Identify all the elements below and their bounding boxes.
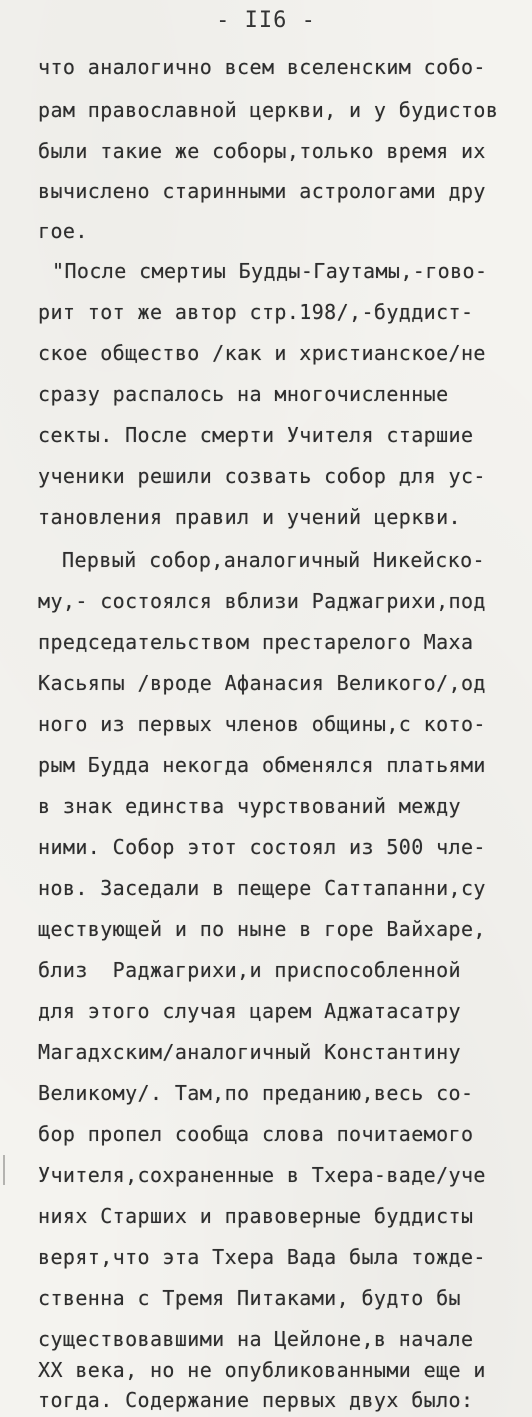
page-number: - II6 - bbox=[216, 8, 316, 33]
text-line: ученики решили созвать собор для ус- bbox=[38, 464, 486, 488]
text-line: верят,что эта Тхера Вада была тожде- bbox=[38, 1245, 486, 1269]
text-line: тогда. Содержание первых двух было: bbox=[38, 1388, 474, 1412]
text-line: XX века, но не опубликованными еще и bbox=[38, 1358, 486, 1382]
text-line: ними. Собор этот состоял из 500 чле- bbox=[38, 835, 486, 859]
text-line: Касьяпы /вроде Афанасия Великого/,од bbox=[38, 671, 486, 695]
text-line: нов. Заседали в пещере Саттапанни,су bbox=[38, 876, 486, 900]
text-line: в знак единства чурствований между bbox=[38, 794, 461, 818]
text-line: бор пропел сообща слова почитаемого bbox=[38, 1122, 474, 1146]
text-line: близ Раджагрихи,и приспособленной bbox=[38, 958, 461, 982]
text-line: ществующей и по ныне в горе Вайхаре, bbox=[38, 917, 486, 941]
text-line: гое. bbox=[38, 219, 88, 243]
text-line: вычислено старинными астрологами дру bbox=[38, 179, 486, 203]
text-line: ственна с Тремя Питаками, будто бы bbox=[38, 1286, 461, 1310]
text-line: тановления правил и учений церкви. bbox=[38, 505, 461, 529]
text-line: Первый собор,аналогичный Никейско- bbox=[62, 548, 485, 572]
text-line: существовавшими на Цейлоне,в начале bbox=[38, 1327, 474, 1351]
text-line: секты. После смерти Учителя старшие bbox=[38, 423, 474, 447]
text-line: рым Будда некогда обменялся платьями bbox=[38, 753, 486, 777]
text-line: были такие же соборы,только время их bbox=[38, 139, 486, 163]
text-line: рит тот же автор стр.198/,-буддист- bbox=[38, 300, 474, 324]
text-line: Магадхским/аналогичный Константину bbox=[38, 1040, 461, 1064]
text-line: "После смертиы Будды-Гаутамы,-гово- bbox=[52, 259, 488, 283]
text-line: рам православной церкви, и у будистов bbox=[38, 98, 499, 122]
text-line: что аналогично всем вселенским собо- bbox=[38, 55, 486, 79]
text-line: председательством престарелого Маха bbox=[38, 630, 474, 654]
text-line: Великому/. Там,по преданию,весь со- bbox=[38, 1081, 474, 1105]
text-line: му,- состоялся вблизи Раджагрихи,под bbox=[38, 589, 486, 613]
text-line: ного из первых членов общины,с кото- bbox=[38, 712, 486, 736]
text-line: ское общество /как и христианское/не bbox=[38, 341, 486, 365]
text-line: сразу распалось на многочисленные bbox=[38, 382, 449, 406]
text-line: Учителя,сохраненные в Тхера-ваде/уче bbox=[38, 1163, 486, 1187]
text-line: для этого случая царем Аджатасатру bbox=[38, 999, 461, 1023]
text-line: ниях Старших и правоверные буддисты bbox=[38, 1204, 474, 1228]
margin-mark bbox=[3, 1155, 5, 1185]
